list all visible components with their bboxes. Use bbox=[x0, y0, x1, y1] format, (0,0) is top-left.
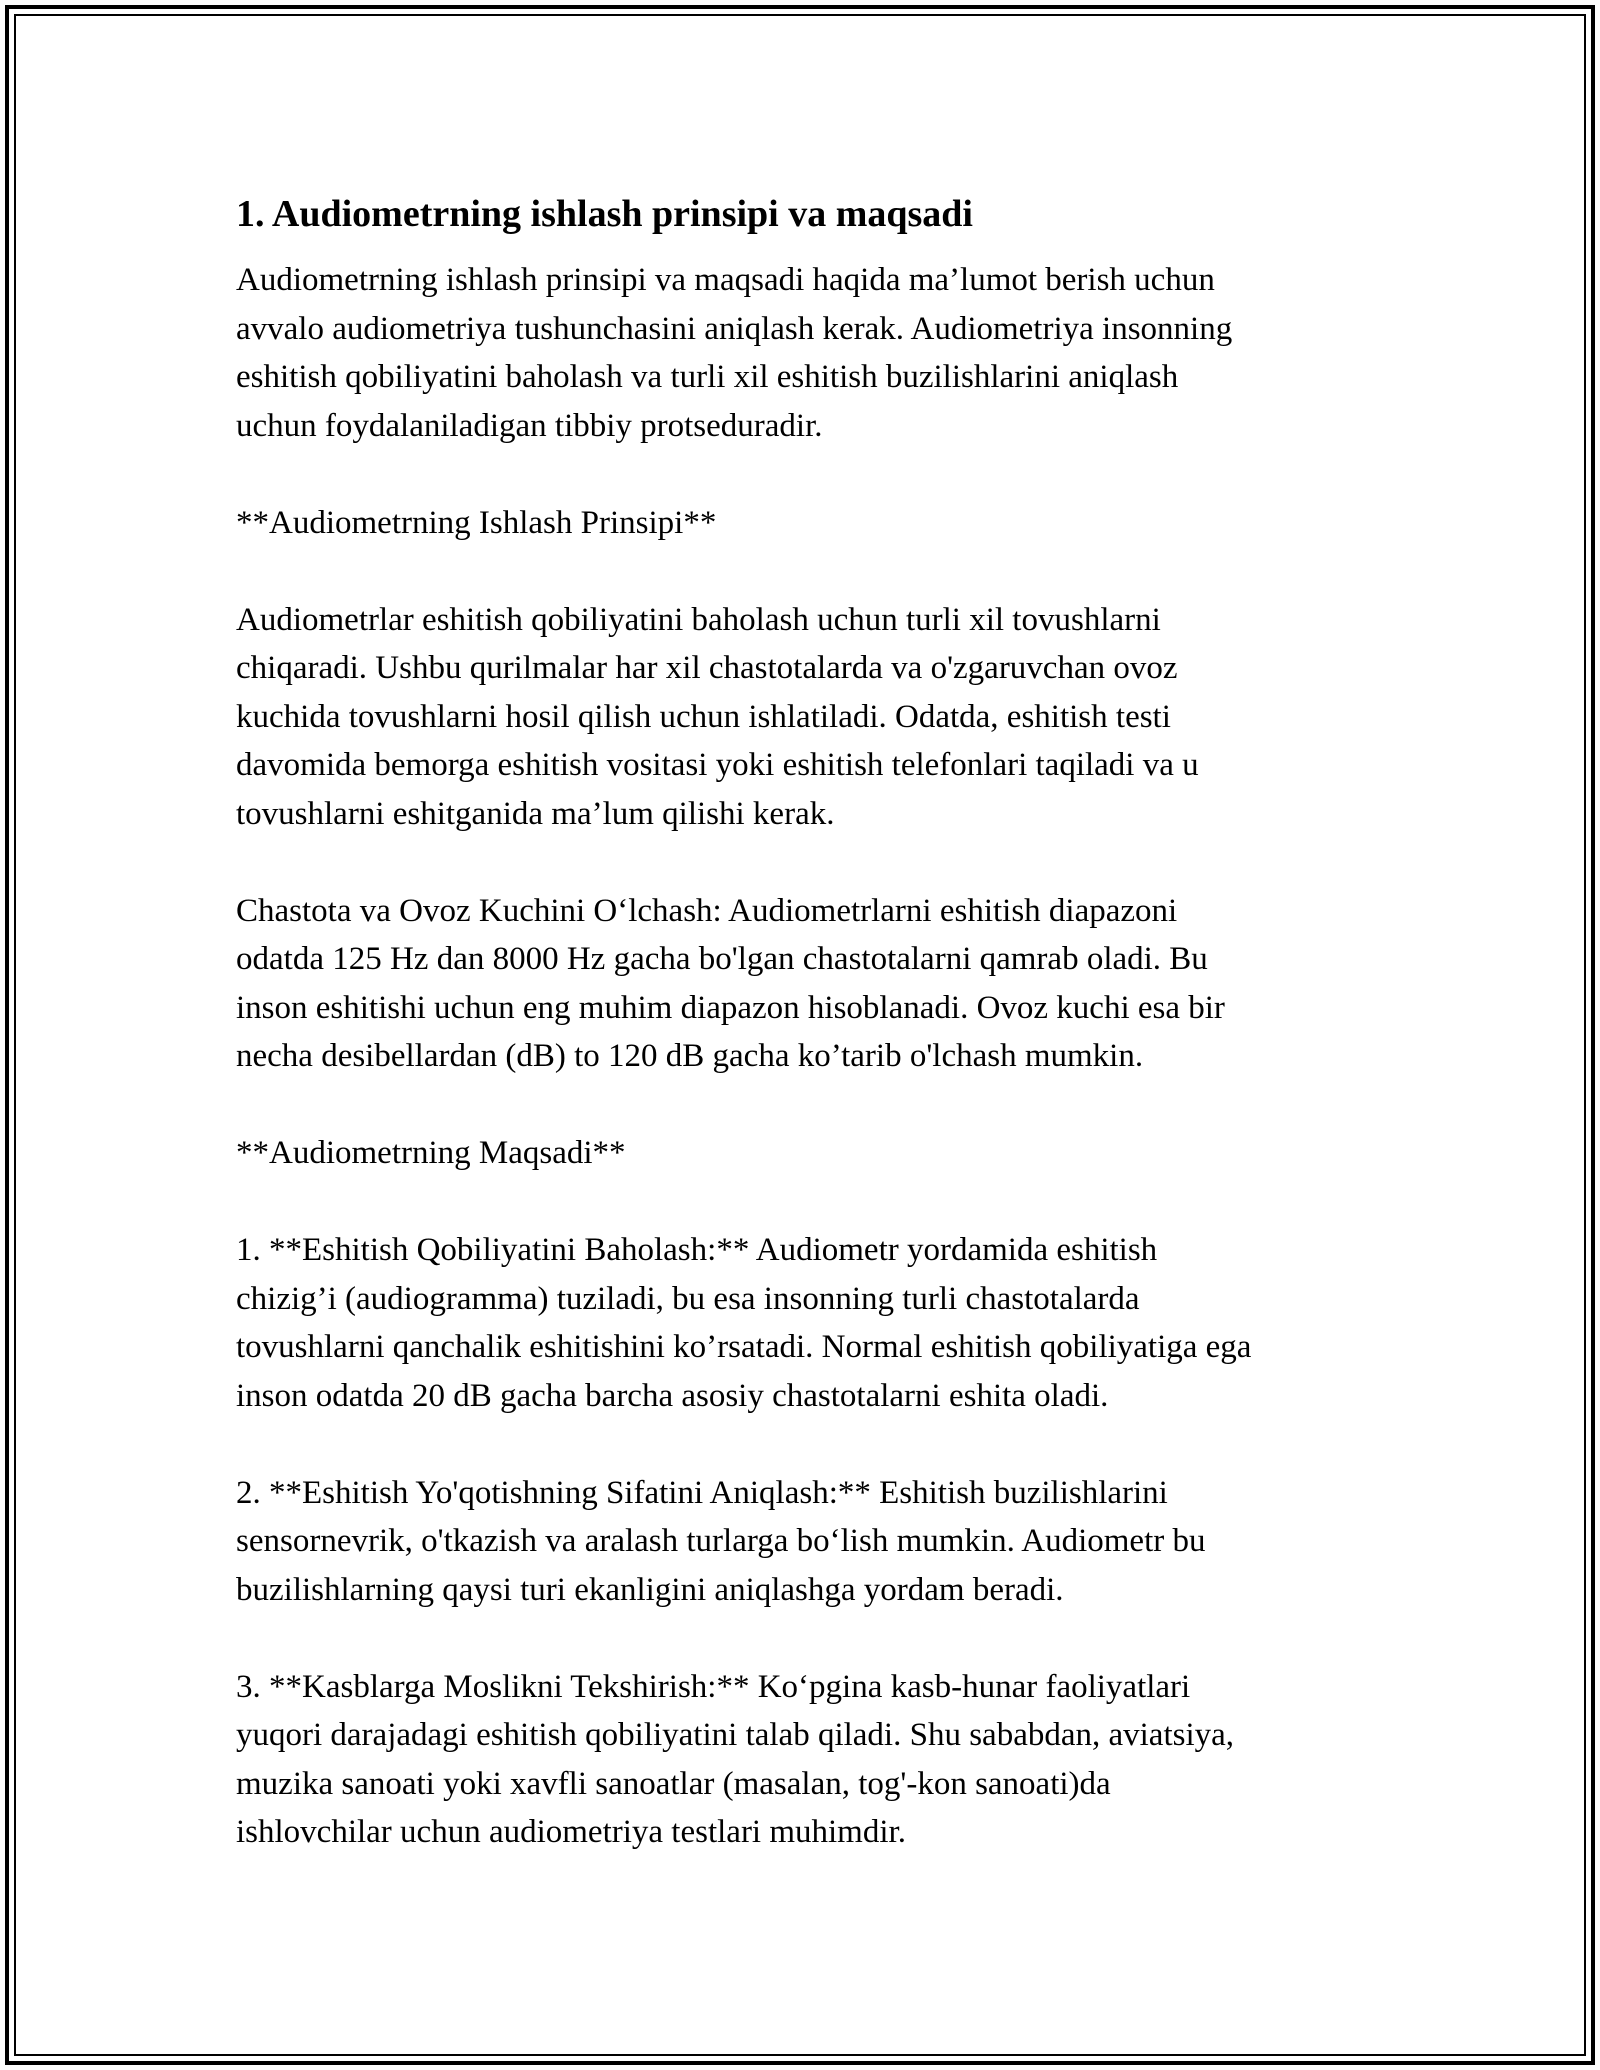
text-line: **Audiometrning Maqsadi** bbox=[236, 1135, 626, 1171]
text-line: 3. **Kasblarga Moslikni Tekshirish:** Ko‘pgina kasb-hunar faoliyatlari bbox=[236, 1668, 1191, 1705]
text-line: chizig’i (audiogramma) tuziladi, bu esa insonning turli chastotalarda bbox=[236, 1280, 1140, 1317]
text-line: 2. **Eshitish Yo'qotishning Sifatini Aniqlash:** Eshitish buzilishlarini bbox=[236, 1474, 1168, 1511]
text-line: eshitish qobiliyatini baholash va turli xil eshitish buzilishlarini aniqlash bbox=[236, 359, 1179, 395]
text-line: davomida bemorga eshitish vositasi yoki eshitish telefonlari taqiladi va u bbox=[236, 747, 1199, 783]
text-line: ishlovchilar uchun audiometriya testlari muhimdir. bbox=[236, 1814, 906, 1850]
list-item-3 bbox=[236, 1663, 1376, 1857]
document-body bbox=[236, 186, 1376, 1857]
text-line: **Audiometrning Ishlash Prinsipi** bbox=[236, 504, 717, 541]
text-line: odatda 125 Hz dan 8000 Hz gacha bo'lgan chastotalarni qamrab oladi. Bu bbox=[236, 941, 1208, 977]
text-line: Audiometrning ishlash prinsipi va maqsadi haqida ma’lumot berish uchun bbox=[236, 262, 1215, 298]
subheading-working-principle bbox=[236, 499, 1376, 548]
paragraph-frequency bbox=[236, 887, 1376, 1081]
text-line: Audiometrlar eshitish qobiliyatini baholash uchun turli xil tovushlarni bbox=[236, 601, 1161, 638]
text-line: uchun foydalaniladigan tibbiy protseduradir. bbox=[236, 407, 823, 444]
paragraph-principle bbox=[236, 596, 1376, 839]
text-line: avvalo audiometriya tushunchasini aniqlash kerak. Audiometriya insonning bbox=[236, 310, 1233, 347]
text-line: buzilishlarning qaysi turi ekanligini aniqlashga yordam beradi. bbox=[236, 1571, 1064, 1608]
text-line: muzika sanoati yoki xavfli sanoatlar (masalan, tog'-kon sanoati)da bbox=[236, 1765, 1111, 1802]
subheading-purpose bbox=[236, 1129, 1376, 1178]
text-line: necha desibellardan (dB) to 120 dB gacha ko’tarib o'lchash mumkin. bbox=[236, 1038, 1144, 1074]
paragraph-intro bbox=[236, 256, 1376, 450]
text-line: sensornevrik, o'tkazish va aralash turlarga bo‘lish mumkin. Audiometr bu bbox=[236, 1523, 1206, 1559]
list-item-2 bbox=[236, 1469, 1376, 1615]
section-heading: 1. Audiometrning ishlash prinsipi va maqsadi bbox=[236, 193, 973, 235]
text-line: yuqori darajadagi eshitish qobiliyatini talab qiladi. Shu sababdan, aviatsiya, bbox=[236, 1717, 1235, 1753]
text-line: chiqaradi. Ushbu qurilmalar har xil chastotalarda va o'zgaruvchan ovoz bbox=[236, 650, 1178, 686]
text-line: kuchida tovushlarni hosil qilish uchun ishlatiladi. Odatda, eshitish testi bbox=[236, 698, 1171, 735]
text-line: tovushlarni qanchalik eshitishini ko’rsatadi. Normal eshitish qobiliyatiga ega bbox=[236, 1329, 1252, 1365]
text-line: inson odatda 20 dB gacha barcha asosiy chastotalarni eshita oladi. bbox=[236, 1377, 1109, 1414]
text-line: Chastota va Ovoz Kuchini O‘lchash: Audiometrlarni eshitish diapazoni bbox=[236, 892, 1178, 929]
text-line: inson eshitishi uchun eng muhim diapazon hisoblanadi. Ovoz kuchi esa bir bbox=[236, 989, 1225, 1026]
text-line: tovushlarni eshitganida ma’lum qilishi kerak. bbox=[236, 795, 835, 832]
list-item-1 bbox=[236, 1226, 1376, 1420]
text-line: 1. **Eshitish Qobiliyatini Baholash:** Audiometr yordamida eshitish bbox=[236, 1232, 1158, 1268]
